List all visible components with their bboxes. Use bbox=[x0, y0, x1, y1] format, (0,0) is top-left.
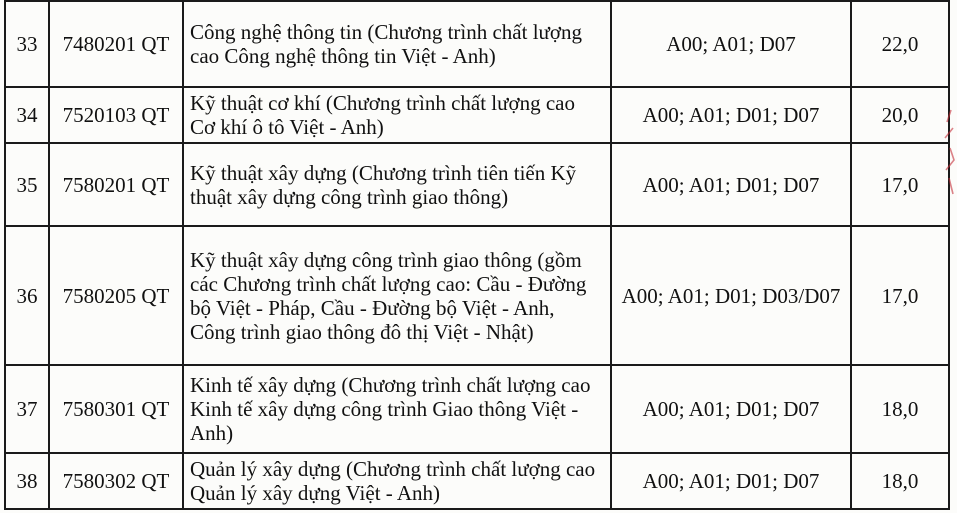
subject-combinations: A00; A01; D01; D07 bbox=[611, 365, 851, 453]
row-number: 34 bbox=[5, 87, 49, 143]
major-code: 7480201 QT bbox=[49, 1, 183, 87]
subject-combinations: A00; A01; D07 bbox=[611, 1, 851, 87]
cutoff-score: 22,0 bbox=[851, 1, 949, 87]
cutoff-score: 18,0 bbox=[851, 453, 949, 509]
table-row bbox=[5, 143, 949, 226]
cutoff-score: 18,0 bbox=[851, 365, 949, 453]
major-code: 7580302 QT bbox=[49, 453, 183, 509]
subject-combinations: A00; A01; D01; D03/D07 bbox=[611, 226, 851, 365]
major-code: 7580201 QT bbox=[49, 143, 183, 226]
subject-combinations: A00; A01; D01; D07 bbox=[611, 87, 851, 143]
cutoff-score: 17,0 bbox=[851, 143, 949, 226]
table-row bbox=[5, 1, 949, 87]
major-name: Kinh tế xây dựng (Chương trình chất lượng cao Kinh tế xây dựng công trình Giao thông Việt - Anh) bbox=[183, 365, 611, 453]
red-stamp-fragment bbox=[941, 108, 955, 198]
table-row bbox=[5, 365, 949, 453]
subject-combinations: A00; A01; D01; D07 bbox=[611, 143, 851, 226]
table-row bbox=[5, 226, 949, 365]
row-number: 35 bbox=[5, 143, 49, 226]
row-number: 33 bbox=[5, 1, 49, 87]
cutoff-score: 20,0 bbox=[851, 87, 949, 143]
major-name: Kỹ thuật cơ khí (Chương trình chất lượng cao Cơ khí ô tô Việt - Anh) bbox=[183, 87, 611, 143]
row-number: 36 bbox=[5, 226, 49, 365]
major-code: 7520103 QT bbox=[49, 87, 183, 143]
table-row bbox=[5, 453, 949, 509]
row-number: 37 bbox=[5, 365, 49, 453]
row-number: 38 bbox=[5, 453, 49, 509]
major-code: 7580205 QT bbox=[49, 226, 183, 365]
major-code: 7580301 QT bbox=[49, 365, 183, 453]
admission-score-table bbox=[4, 0, 950, 510]
major-name: Kỹ thuật xây dựng (Chương trình tiên tiến Kỹ thuật xây dựng công trình giao thông) bbox=[183, 143, 611, 226]
stamp-ink-icon bbox=[941, 108, 955, 198]
table-row bbox=[5, 87, 949, 143]
subject-combinations: A00; A01; D01; D07 bbox=[611, 453, 851, 509]
major-name: Kỹ thuật xây dựng công trình giao thông (gồm các Chương trình chất lượng cao: Cầu - Đường bộ Việt - Pháp, Cầu - Đường bộ Việt - Anh, Công trình giao thông đô thị Việt - Nhật) bbox=[183, 226, 611, 365]
major-name: Quản lý xây dựng (Chương trình chất lượng cao Quản lý xây dựng Việt - Anh) bbox=[183, 453, 611, 509]
major-name: Công nghệ thông tin (Chương trình chất lượng cao Công nghệ thông tin Việt - Anh) bbox=[183, 1, 611, 87]
cutoff-score: 17,0 bbox=[851, 226, 949, 365]
